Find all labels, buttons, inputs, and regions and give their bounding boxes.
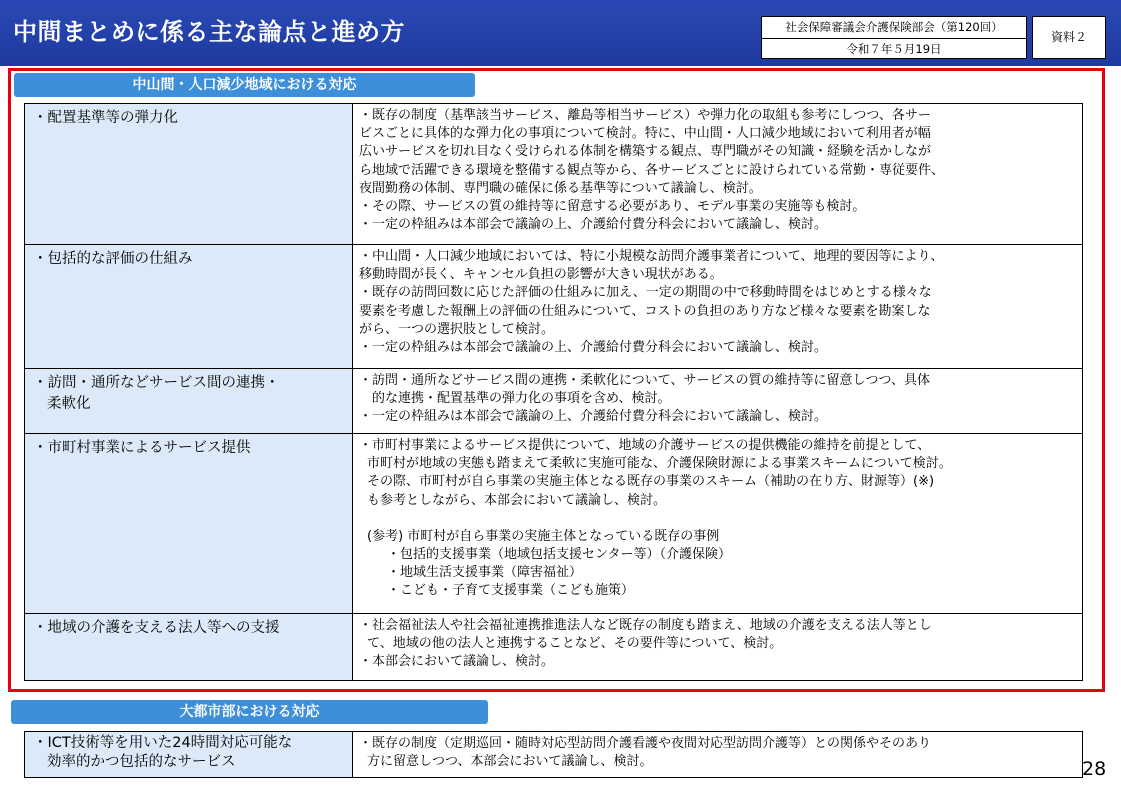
title-bar [0,0,1121,66]
description-line: ・既存の制度（基準該当サービス、離島等相当サービス）や弾力化の取組も参考にしつつ、各サー [359,108,931,123]
description-line: て、地域の他の法人と連携することなど、その要件等について、検討。 [367,636,783,652]
meeting-date: 令和７年５月19日 [846,42,942,56]
description-cell [353,434,1083,614]
description-line: 要素を考慮した報酬上の評価の仕組みについて、コストの負担のあり方など様々な要素を勘案しな [359,303,931,319]
spacer [359,510,1076,528]
description-line: 方に留意しつつ、本部会において議論し、検討。 [367,754,653,770]
page-title: 中間まとめに係る主な論点と進め方 [13,18,405,46]
section-heading-rural: 中山間・人口減少地域における対応 [14,73,475,97]
description-cell [353,732,1083,778]
page-number: 28 [1082,758,1107,780]
description-line: 市町村が地域の実態も踏まえて柔軟に実施可能な、介護保険財源による事業スキームについて検討。 [367,456,952,472]
topic-cell [25,245,353,369]
description-line: ・本部会において議論し、検討。 [359,654,555,670]
description-line: ・その際、サービスの質の維持等に留意する必要があり、モデル事業の実施等も検討。 [359,199,866,215]
description-line: 夜間勤務の体制、専門職の確保に係る基準等について議論し、検討。 [359,180,762,196]
description-line: ・一定の枠組みは本部会で議論の上、介護給付費分科会において議論し、検討。 [359,217,828,233]
urban-issues-table [24,731,1083,778]
topic-cell [25,104,353,245]
description-line: ら地域で活躍できる環境を整備する観点等から、各サービスごとに設けられている常勤・専従要件、 [359,162,945,178]
description-line: ・訪問・通所などサービス間の連携・柔軟化について、サービスの質の維持等に留意しつつ、具体 [359,373,930,388]
topic-label: ・地域の介護を支える法人等への支援 [33,620,280,636]
meeting-info-box [761,16,1027,59]
description-cell [353,614,1083,681]
topic-cell [25,614,353,681]
table-row [25,434,1083,614]
reference-item: ・包括的支援事業（地域包括支援センター等）（介護保険） [387,547,731,563]
description-line: 移動時間が長く、キャンセル負担の影響が大きい現状がある。 [359,267,723,283]
topic-label: 効率的かつ包括的なサービス [47,754,236,770]
reference-item: ・こども・子育て支援事業（こども施策） [387,583,635,599]
description-line: 広いサービスを切れ目なく受けられる体制を構築する観点、専門職がその知識・経験を活かしなが [359,144,932,160]
topic-cell [25,369,353,434]
description-line: ・一定の枠組みは本部会で議論の上、介護給付費分科会において議論し、検討。 [359,409,828,425]
table-row [25,732,1083,778]
description-line: ・市町村事業によるサービス提供について、地域の介護サービスの提供機能の維持を前提として、 [359,438,931,453]
description-cell [353,104,1083,245]
description-line: がら、一つの選択肢として検討。 [359,321,555,337]
table-row [25,104,1083,245]
description-line: その際、市町村が自ら事業の実施主体となる既存の事業のスキーム（補助の在り方、財源等）(※) [367,474,935,490]
description-line: ・一定の枠組みは本部会で議論の上、介護給付費分科会において議論し、検討。 [359,340,828,356]
material-label: 資料２ [1032,16,1106,59]
description-line: ・中山間・人口減少地域においては、特に小規模な訪問介護事業者について、地理的要因等により、 [359,249,944,264]
description-line: ・社会福祉法人や社会福祉連携推進法人など既存の制度も踏まえ、地域の介護を支える法人等とし [359,618,932,633]
description-line: ・既存の制度（定期巡回・随時対応型訪問介護看護や夜間対応型訪問介護等）との関係やそのあり [359,736,932,751]
topic-label: ・配置基準等の弾力化 [33,110,178,126]
topic-label: ・訪問・通所などサービス間の連携・ [33,375,280,391]
description-line: 的な連携・配置基準の弾力化の事項を含め、検討。 [372,391,671,407]
topic-label: ・包括的な評価の仕組み [33,251,193,267]
topic-cell [25,434,353,614]
table-row [25,369,1083,434]
topic-label: ・ICT技術等を用いた24時間対応可能な [33,735,293,751]
description-cell [353,369,1083,434]
topic-label: ・市町村事業によるサービス提供 [33,440,251,456]
description-line: ビスごとに具体的な弾力化の事項について検討。特に、中山間・人口減少地域において利用者が幅 [359,126,931,142]
topic-cell [25,732,353,778]
description-line: ・既存の訪問回数に応じた評価の仕組みに加え、一定の期間の中で移動時間をはじめとする様々な [359,285,932,301]
meeting-name: 社会保障審議会介護保険部会（第120回） [762,17,1026,39]
table-row [25,614,1083,681]
description-cell [353,245,1083,369]
reference-item: ・地域生活支援事業（障害福祉） [387,565,583,581]
reference-heading: (参考) 市町村が自ら事業の実施主体となっている既存の事例 [367,528,720,544]
rural-issues-table [24,103,1083,681]
table-row [25,245,1083,369]
topic-label: 柔軟化 [47,396,91,412]
description-line: も参考としながら、本部会において議論し、検討。 [367,492,667,508]
section-heading-urban: 大都市部における対応 [11,700,488,724]
